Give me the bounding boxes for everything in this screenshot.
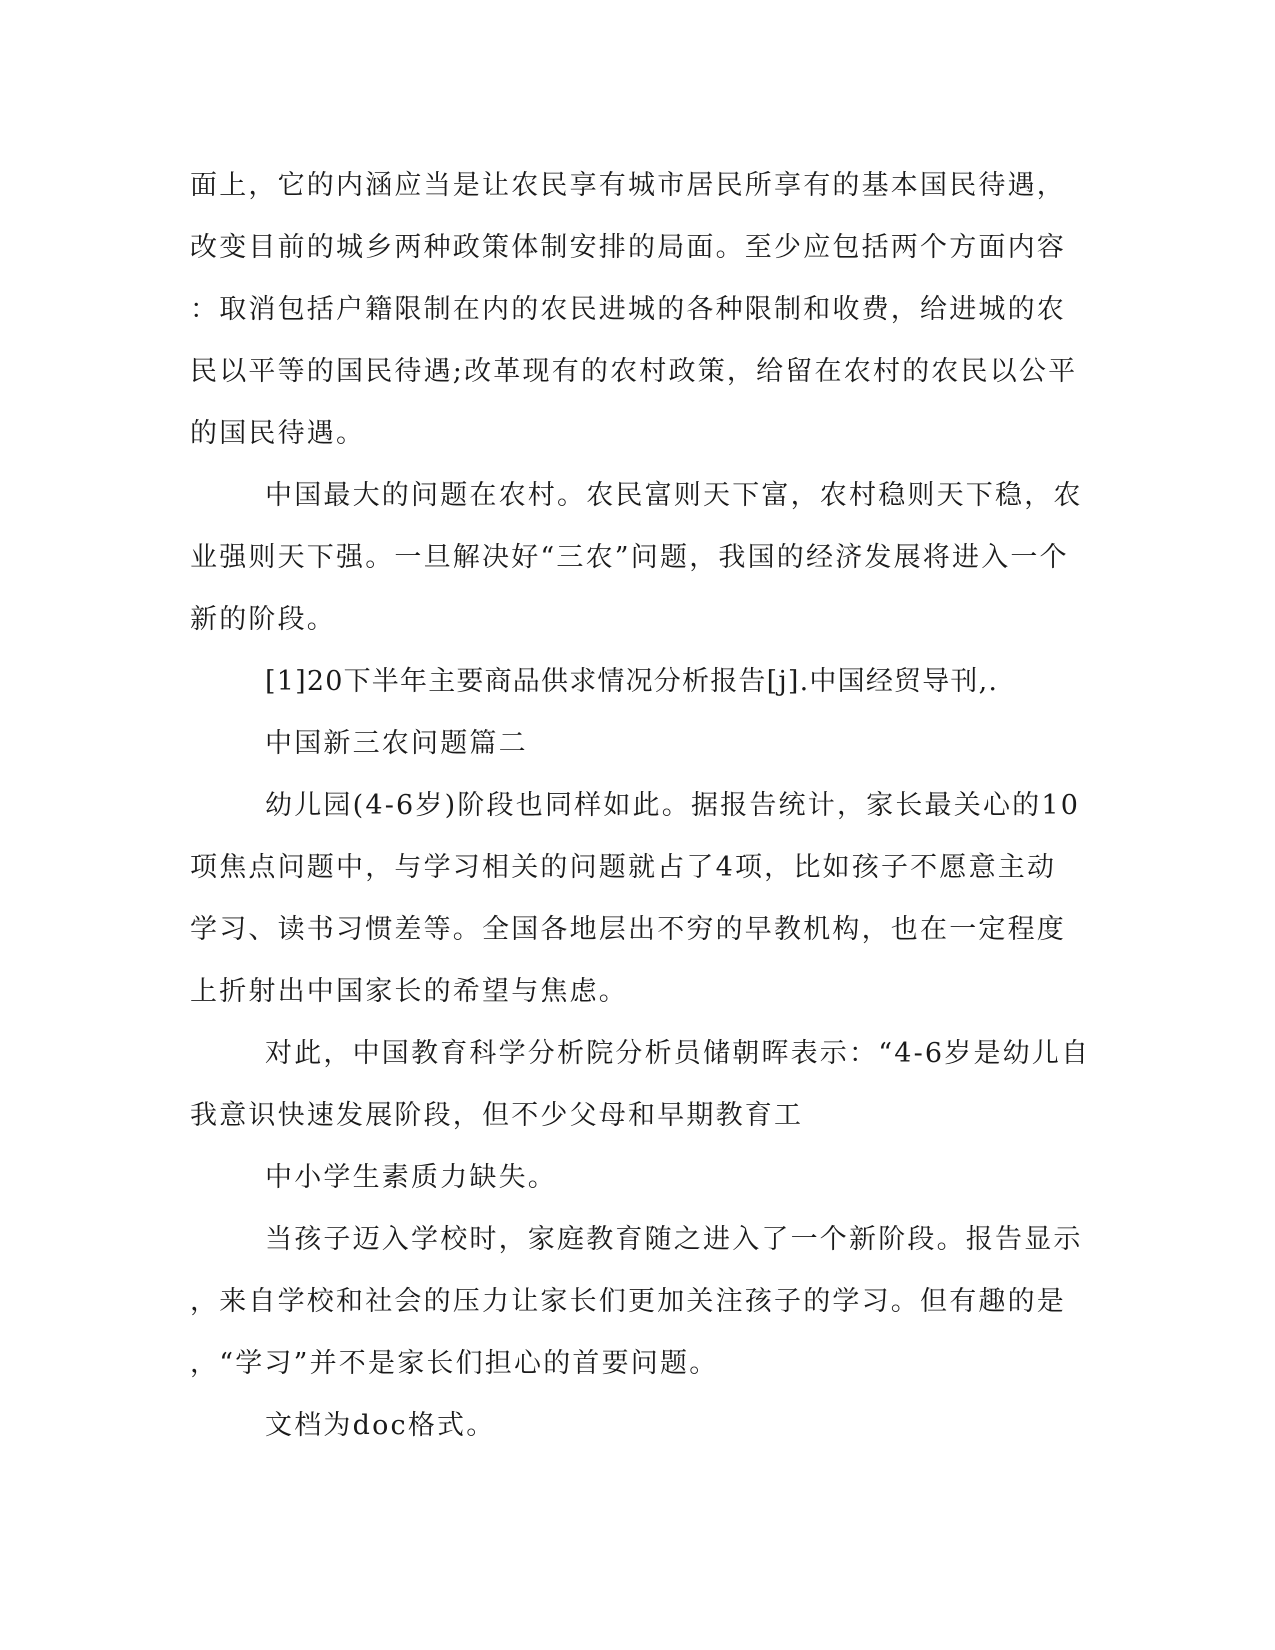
body-text-line: 面上，它的内涵应当是让农民享有城市居民所享有的基本国民待遇， [190, 170, 1066, 201]
body-text-line: 改变目前的城乡两种政策体制安排的局面。至少应包括两个方面内容 [190, 232, 1066, 263]
body-text-line: 我意识快速发展阶段，但不少父母和早期教育工 [190, 1100, 804, 1131]
body-text-line: 中国最大的问题在农村。农民富则天下富，农村稳则天下稳，农 [265, 480, 1083, 511]
body-text-line: ，来自学校和社会的压力让家长们更加关注孩子的学习。但有趣的是 [190, 1286, 1066, 1317]
reference-line: [1]20下半年主要商品供求情况分析报告[j].中国经贸导刊,. [265, 666, 999, 697]
body-text-line: 项焦点问题中，与学习相关的问题就占了4项，比如孩子不愿意主动 [190, 852, 1057, 883]
body-text-line: ，“学习”并不是家长们担心的首要问题。 [190, 1348, 719, 1379]
body-text-line: 上折射出中国家长的希望与焦虑。 [190, 976, 628, 1007]
body-text-line: 幼儿园(4-6岁)阶段也同样如此。据报告统计，家长最关心的10 [265, 790, 1081, 821]
body-text-line: 的国民待遇。 [190, 418, 366, 449]
body-text-line: 对此，中国教育科学分析院分析员储朝晖表示：“4-6岁是幼儿自 [265, 1038, 1091, 1069]
body-text-line: 新的阶段。 [190, 604, 336, 635]
body-text-line: 当孩子迈入学校时，家庭教育随之进入了一个新阶段。报告显示 [265, 1224, 1083, 1255]
body-text-line: 学习、读书习惯差等。全国各地层出不穷的早教机构，也在一定程度 [190, 914, 1066, 945]
body-text-line: 中小学生素质力缺失。 [265, 1162, 557, 1193]
body-text-line: 民以平等的国民待遇;改革现有的农村政策，给留在农村的农民以公平 [190, 356, 1078, 387]
body-text-line: 文档为doc格式。 [265, 1410, 496, 1441]
section-heading: 中国新三农问题篇二 [265, 728, 528, 759]
body-text-line: ：取消包括户籍限制在内的农民进城的各种限制和收费，给进城的农 [190, 294, 1066, 325]
body-text-line: 业强则天下强。一旦解决好“三农”问题，我国的经济发展将进入一个 [190, 542, 1069, 573]
